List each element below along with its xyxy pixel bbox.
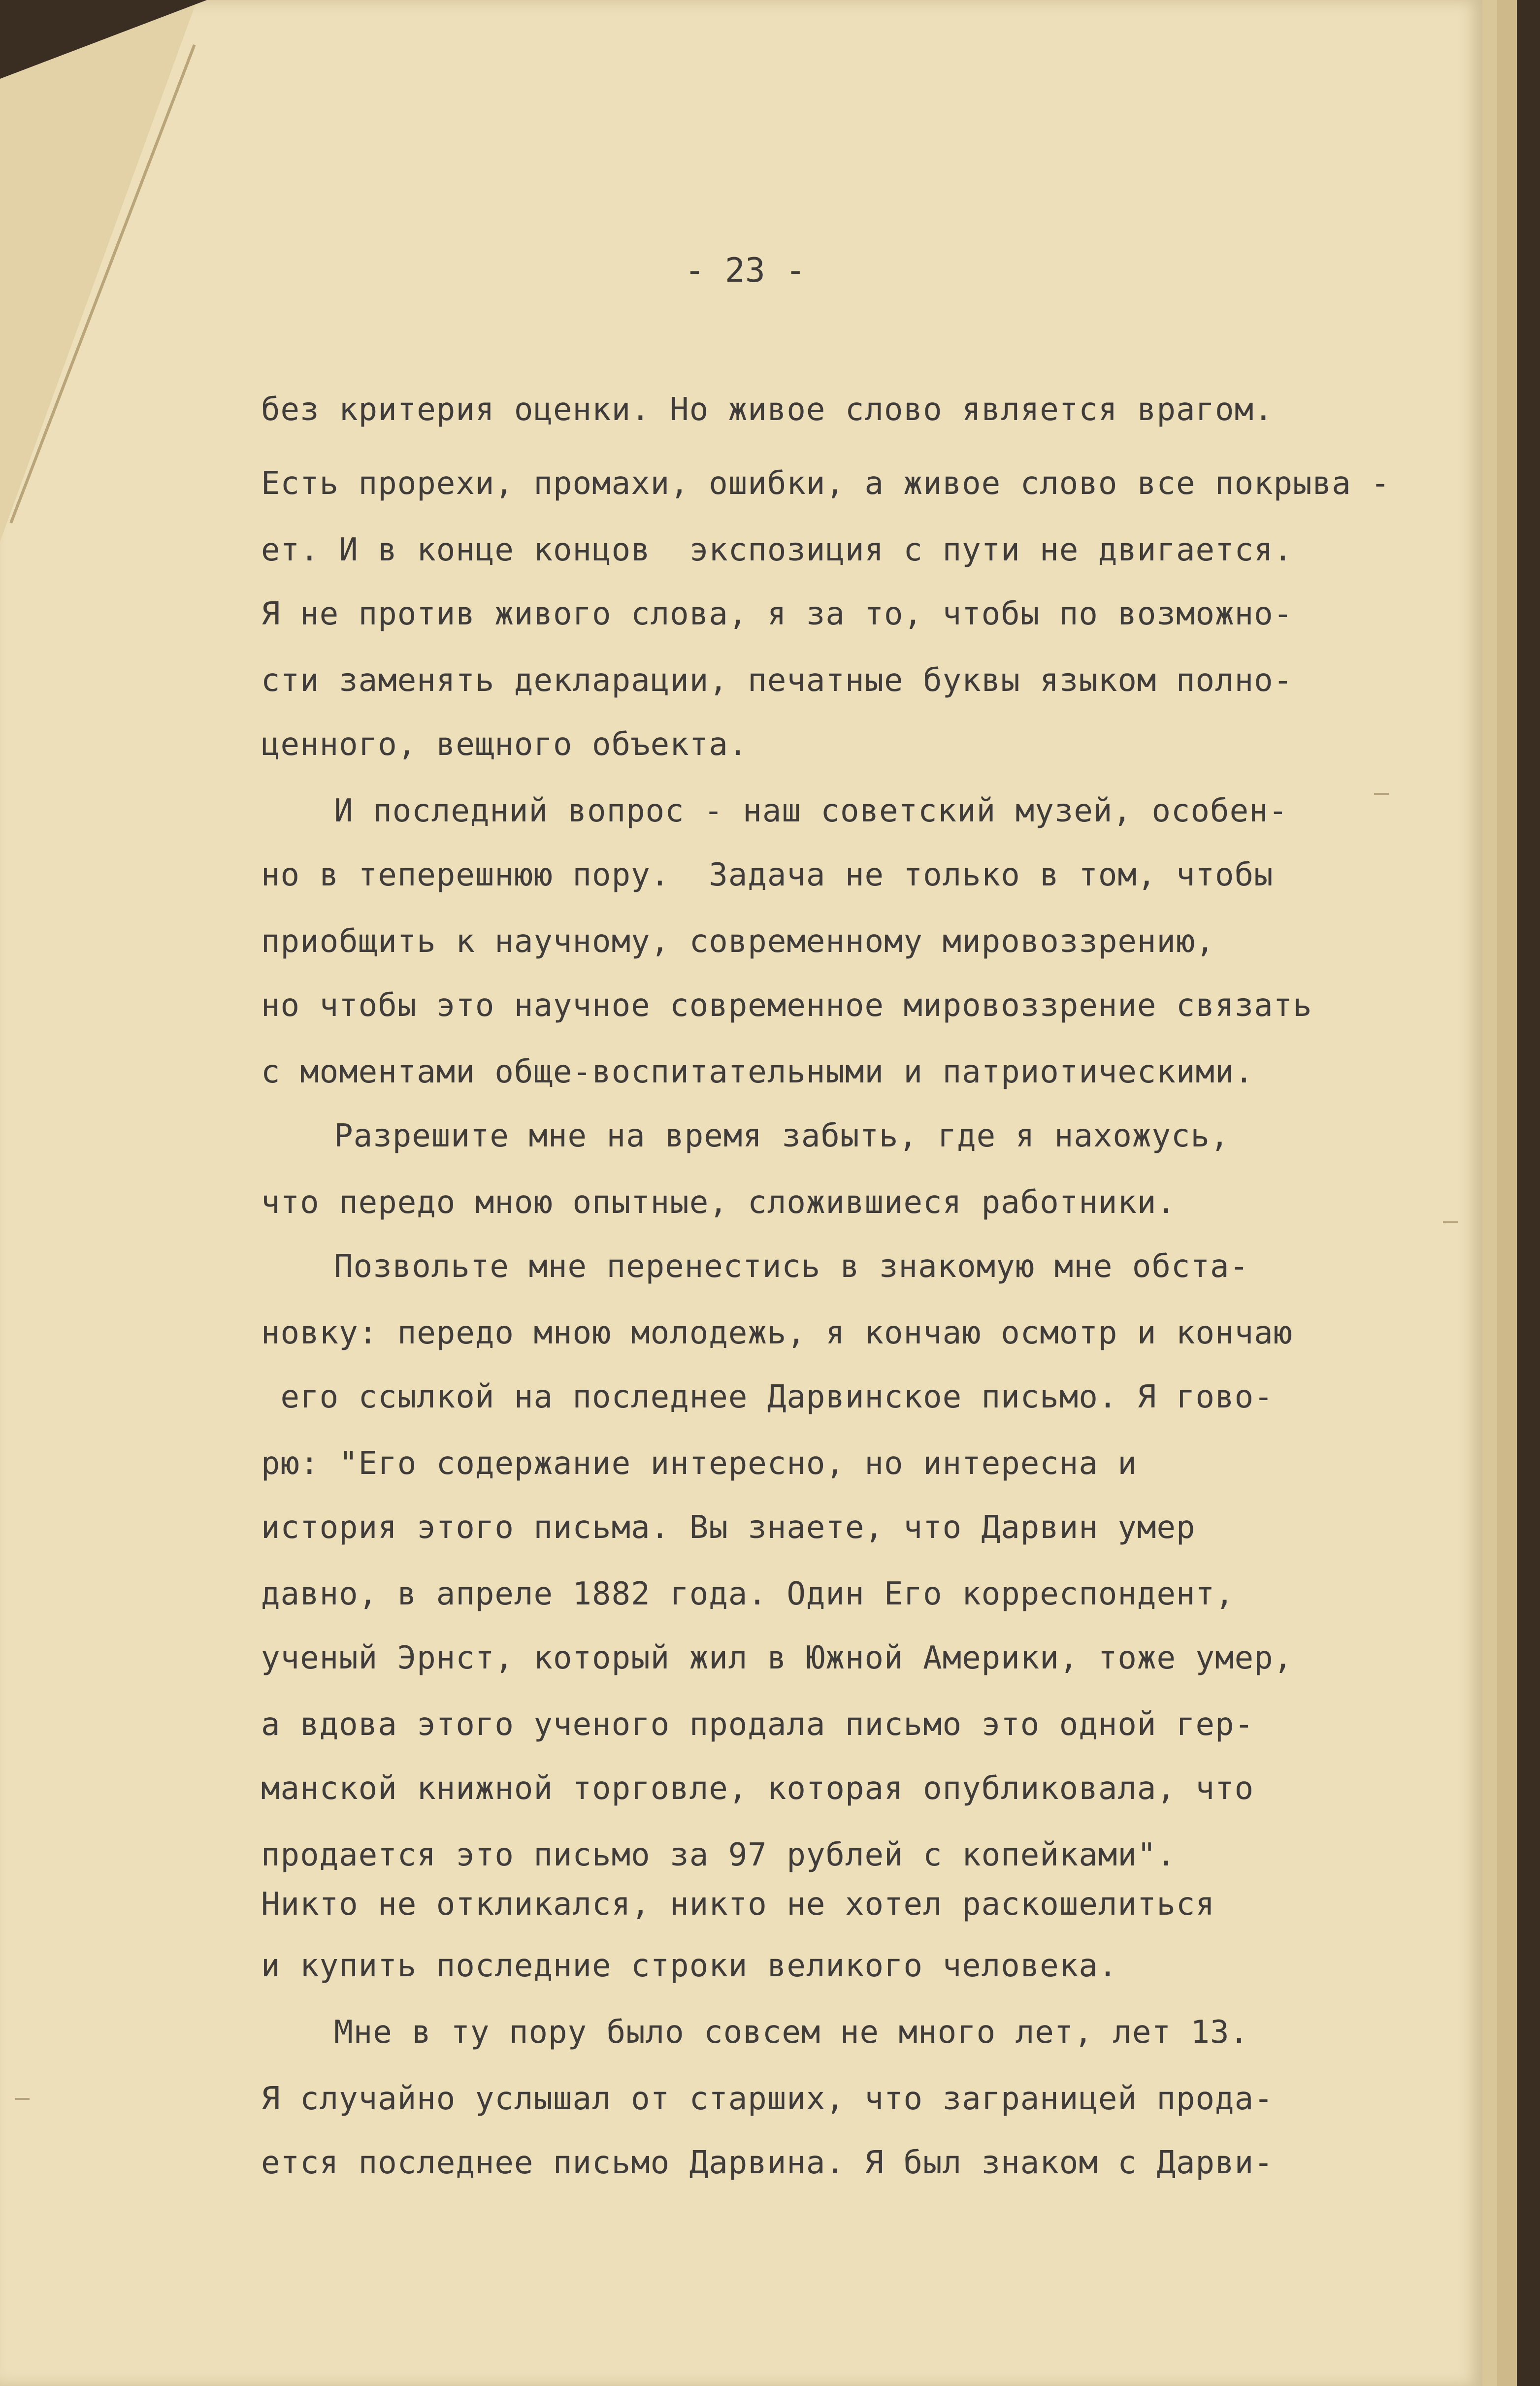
text-line: давно, в апреле 1882 года. Один Его корреспондент, (261, 1576, 1235, 1612)
text-line: И последний вопрос - наш советский музей, особен- (256, 793, 1288, 829)
text-line: ется последнее письмо Дарвина. Я был знаком с Дарви- (261, 2145, 1274, 2181)
text-line: без критерия оценки. Но живое слово является врагом. (261, 392, 1274, 428)
text-line: приобщить к научному, современному мировоззрению, (261, 923, 1215, 960)
margin-mark (1443, 1221, 1458, 1223)
text-line: Позвольте мне перенестись в знакомую мне обста- (256, 1248, 1249, 1285)
folded-leaf (0, 0, 197, 542)
text-line: но в теперешнюю пору. Задача не только в том, чтобы (261, 857, 1274, 893)
text-line: и купить последние строки великого человека. (261, 1948, 1118, 1984)
text-line: рю: "Его содержание интересно, но интересна и (261, 1445, 1137, 1482)
page-stack-edge (1517, 0, 1540, 2386)
text-line: ученый Эрнст, который жил в Южной Америки, тоже умер, (261, 1640, 1293, 1676)
text-line: а вдова этого ученого продала письмо это одной гер- (261, 1706, 1254, 1743)
page-number: - 23 - (685, 251, 806, 290)
text-line: новку: передо мною молодежь, я кончаю осмотр и кончаю (261, 1315, 1293, 1351)
text-line: что передо мною опытные, сложившиеся работники. (261, 1184, 1176, 1221)
text-line: но чтобы это научное современное мировоззрение связать (261, 987, 1312, 1024)
corner-shadow (0, 0, 207, 79)
text-line: манской книжной торговле, которая опубликовала, что (261, 1770, 1254, 1807)
text-line: Никто не откликался, никто не хотел раскошелиться (261, 1886, 1215, 1923)
margin-mark (15, 2098, 30, 2100)
text-line: его ссылкой на последнее Дарвинское письмо. Я гово- (261, 1379, 1274, 1415)
margin-mark (1374, 793, 1389, 795)
text-line: продается это письмо за 97 рублей с копейками". (261, 1837, 1176, 1873)
text-line: история этого письма. Вы знаете, что Дарвин умер (261, 1509, 1196, 1546)
text-line: Есть прорехи, промахи, ошибки, а живое слово все покрыва - (261, 465, 1390, 502)
text-line: Мне в ту пору было совсем не много лет, лет 13. (256, 2014, 1249, 2051)
text-line: ценного, вещного объекта. (261, 726, 748, 763)
text-line: с моментами обще-воспитательными и патриотическими. (261, 1054, 1254, 1090)
text-line: Я случайно услышал от старших, что заграницей прода- (261, 2081, 1274, 2117)
text-line: ет. И в конце концов экспозиция с пути не двигается. (261, 532, 1293, 568)
text-line: сти заменять декларации, печатные буквы языком полно- (261, 662, 1293, 699)
text-line: Я не против живого слова, я за то, чтобы по возможно- (261, 596, 1293, 632)
text-line: Разрешите мне на время забыть, где я нахожусь, (256, 1118, 1230, 1154)
page-stack-edge (1497, 0, 1517, 2386)
